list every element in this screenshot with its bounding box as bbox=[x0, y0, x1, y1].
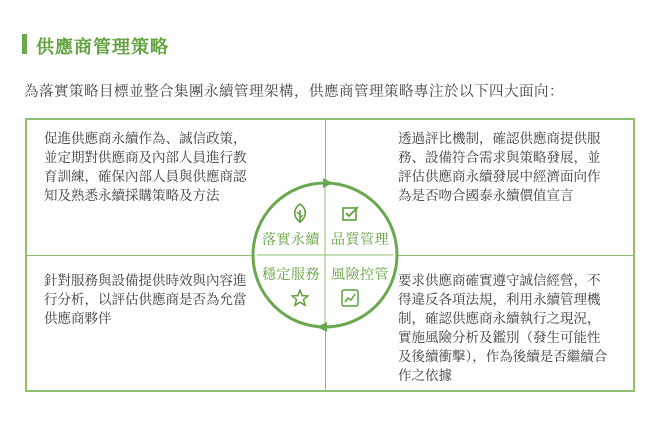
label-stable-service: 穩定服務 bbox=[262, 267, 320, 283]
star-icon bbox=[291, 289, 309, 307]
quadrant-quality-text: 透過評比機制，確認供應商提供服務、設備符合需求與策略發展，並評估供應商永續發展中經濟面向作為是否吻合國泰永續價值宣言 bbox=[398, 131, 601, 204]
quadrant-risk-text: 要求供應商確實遵守誠信經營，不得違反各項法規，利用永續管理機制，確認供應商永續執行之現況，實施風險分析及鑑別（發生可能性及後續衝擊），作為後續是否繼續合作之依據 bbox=[398, 273, 608, 384]
quadrant-sustainability-text: 促進供應商永續作為、誠信政策，並定期對供應商及內部人員進行教育訓練，確保內部人員與供應商認知及熟悉永續採購策略及方法 bbox=[44, 131, 247, 204]
quadrant-service-text: 針對服務與設備提供時效與內容進行分析，以評估供應商是否為允當供應商夥伴 bbox=[44, 273, 247, 327]
label-quality-management: 品質管理 bbox=[331, 232, 389, 248]
trend-chart-icon bbox=[341, 289, 359, 307]
label-sustainability: 落實永續 bbox=[262, 232, 320, 248]
title-accent-bar bbox=[22, 34, 27, 54]
label-risk-control: 風險控管 bbox=[331, 267, 389, 283]
page-title: 供應商管理策略 bbox=[36, 37, 169, 58]
center-cycle-diagram bbox=[245, 176, 405, 336]
intro-text: 為落實策略目標並整合集團永續管理架構，供應商管理策略專注於以下四大面向： bbox=[24, 84, 564, 100]
leaf-icon bbox=[289, 202, 311, 224]
checklist-icon bbox=[342, 205, 360, 222]
